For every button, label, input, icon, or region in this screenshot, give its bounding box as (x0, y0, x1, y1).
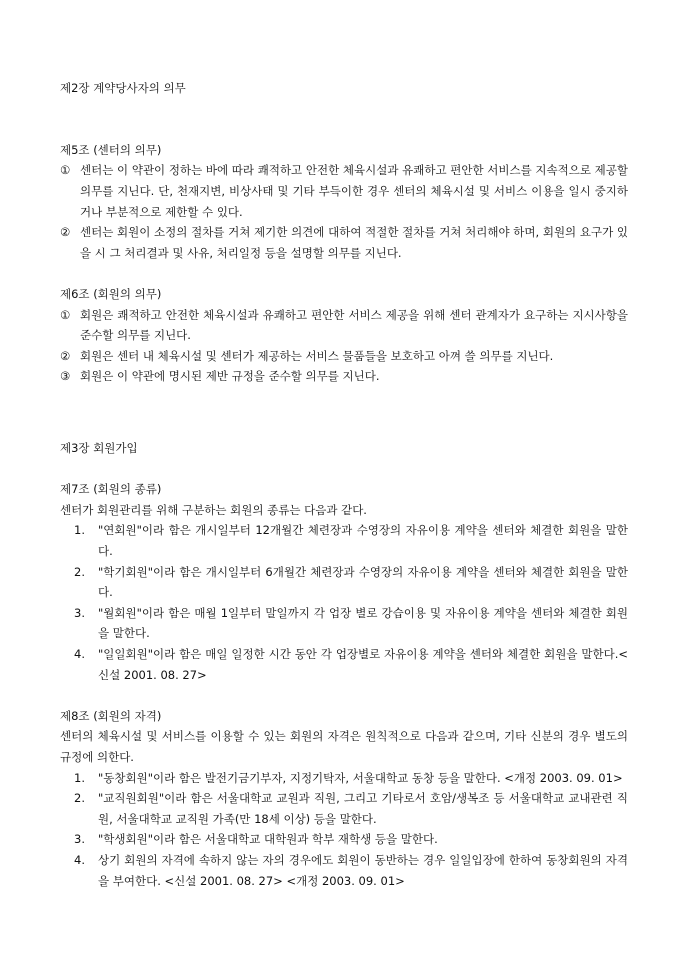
list-text: "학생회원"이라 함은 서울대학교 대학원과 학부 재학생 등을 말한다. (98, 832, 438, 847)
list-item (60, 562, 628, 603)
spacer (60, 387, 628, 428)
chapter-2-title: 제2장 계약당사자의 의무 (60, 81, 186, 95)
clause-text: 센터는 이 약관이 정하는 바에 따라 쾌적하고 안전한 체육시설과 유쾌하고 편안한 서비스를 지속적으로 제공할 의무를 지닌다. 단, 천재지변, 비상사태 및 기타 부득이한 경우 센터의 체육시설 및 서비스 이용을 일시 중지하거나 부분적으로 제한할 수 있다. (80, 163, 628, 219)
article-8-title: 제8조 (회원의 자격) (60, 708, 162, 723)
list-text: "일일회원"이라 함은 매일 일정한 시간 동안 각 업장별로 자유이용 계약을 센터와 체결한 회원을 말한다.<신설 2001. 08. 27> (98, 647, 628, 682)
list-text: "동창회원"이라 함은 발전기금기부자, 지정기탁자, 서울대학교 동창 등을 말한다. <개정 2003. 09. 01> (98, 770, 623, 785)
article-5-title: 제5조 (센터의 의무) (60, 142, 162, 157)
article-7-intro: 센터가 회원관리를 위해 구분하는 회원의 종류는 다음과 같다. (60, 502, 367, 517)
clause-text: 회원은 센터 내 체육시설 및 센터가 제공하는 서비스 물품들을 보호하고 아껴 쓸 의무를 지닌다. (80, 348, 554, 363)
list-number: 4. (74, 647, 85, 662)
clause-text: 회원은 이 약관에 명시된 제반 규정을 준수할 의무를 지닌다. (80, 369, 380, 384)
list-item (60, 768, 628, 789)
article-7-title: 제7조 (회원의 종류) (60, 482, 162, 497)
list-text: "연회원"이라 함은 개시일부터 12개월간 체련장과 수영장의 자유이용 계약을 센터와 체결한 회원을 말한다. (98, 523, 628, 559)
list-number: 4. (74, 852, 85, 867)
clause-text: 센터는 회원이 소정의 절차를 거쳐 제기한 의견에 대하여 적절한 절차를 거쳐 처리해야 하며, 회원의 요구가 있을 시 그 처리결과 및 사유, 처리일정 등을 설명할 의무를 지닌다. (80, 225, 628, 260)
document-body (60, 78, 628, 891)
chapter-3-title: 제3장 회원가입 (60, 441, 138, 456)
article-6-clause-3 (60, 366, 628, 387)
list-number: 1. (74, 523, 85, 538)
list-text: "교직원회원"이라 함은 서울대학교 교원과 직원, 그리고 기타로서 호암/생복조 등 서울대학교 교내관련 직원, 서울대학교 교직원 가족(만 18세 이상) 등을 말한다. (98, 791, 628, 826)
spacer (60, 99, 628, 120)
spacer (60, 119, 628, 140)
spacer (60, 685, 628, 706)
clause-number: ① (60, 307, 71, 322)
article-5-clause-2 (60, 222, 628, 263)
article-8-list (60, 768, 628, 892)
list-item (60, 829, 628, 850)
article-7-list (60, 520, 628, 685)
article-5-clause-1 (60, 160, 628, 222)
list-text: 상기 회원의 자격에 속하지 않는 자의 경우에도 회원이 동반하는 경우 일일입장에 한하여 동창회원의 자격을 부여한다. <신설 2001. 08. 27> <개정 2003. 09. 01> (98, 852, 628, 888)
list-number: 3. (74, 605, 85, 620)
list-number: 2. (74, 791, 85, 806)
clause-number: ② (60, 225, 71, 240)
article-8-intro: 센터의 체육시설 및 서비스를 이용할 수 있는 회원의 자격은 원칙적으로 다음과 같으며, 기타 신분의 경우 별도의 규정에 의한다. (60, 729, 628, 764)
spacer (60, 428, 628, 438)
list-item (60, 644, 628, 685)
list-item (60, 850, 628, 891)
spacer (60, 459, 628, 480)
article-6-title: 제6조 (회원의 의무) (60, 286, 162, 301)
list-number: 1. (74, 770, 85, 785)
clause-number: ① (60, 163, 71, 178)
clause-number: ③ (60, 369, 71, 384)
list-number: 2. (74, 564, 85, 579)
spacer (60, 263, 628, 284)
list-item (60, 603, 628, 644)
list-item (60, 788, 628, 829)
article-6-clause-1 (60, 305, 628, 346)
clause-number: ② (60, 348, 71, 363)
article-6-clause-2 (60, 346, 628, 367)
list-number: 3. (74, 832, 85, 847)
list-item (60, 520, 628, 561)
clause-text: 회원은 쾌적하고 안전한 체육시설과 유쾌하고 편안한 서비스 제공을 위해 센터 관계자가 요구하는 지시사항을 준수할 의무를 지닌다. (80, 307, 628, 343)
list-text: "학기회원"이라 함은 개시일부터 6개월간 체련장과 수영장의 자유이용 계약을 센터와 체결한 회원을 말한다. (98, 564, 628, 600)
list-text: "월회원"이라 함은 매월 1일부터 말일까지 각 업장 별로 강습이용 및 자유이용 계약을 센터와 체결한 회원을 말한다. (98, 605, 628, 641)
